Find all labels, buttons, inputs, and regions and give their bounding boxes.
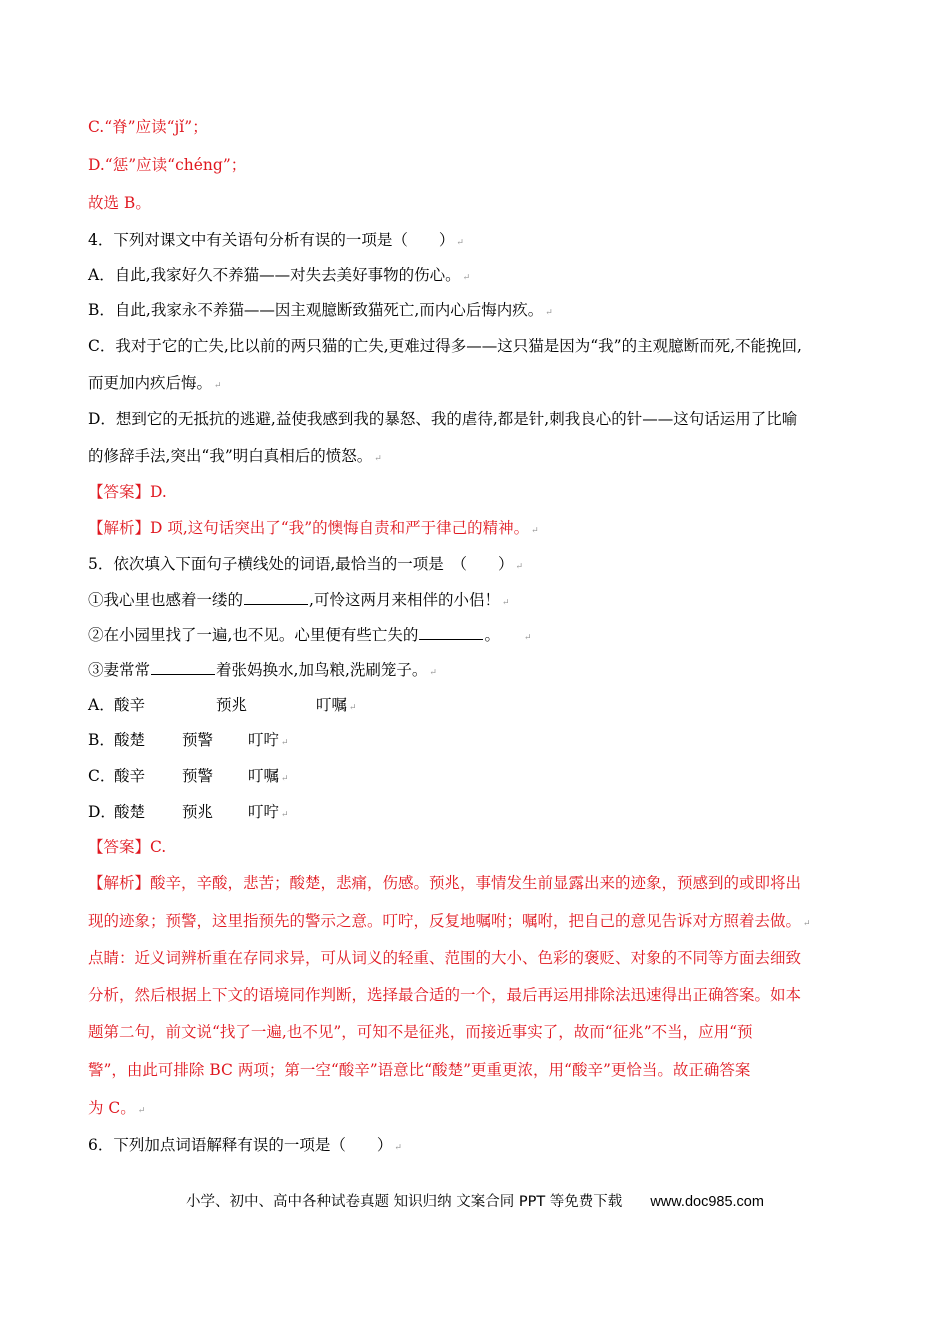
prev-option-c: C.“脊”应读“jǐ”； bbox=[88, 118, 208, 136]
q4-option-d-line2: 的修辞手法,突出“我”明白真相后的愤怒。 ↵ bbox=[88, 447, 382, 465]
q5-answer: 【答案】C. bbox=[88, 838, 167, 856]
footer-text: 小学、初中、高中各种试卷真题 知识归纳 文案合同 PPT 等免费下载 bbox=[186, 1194, 623, 1210]
q4-option-b: B．自此,我家永不养猫——因主观臆断致猫死亡,而内心后悔内疚。 ↵ bbox=[88, 301, 553, 319]
q5-analysis-line: 【解析】酸辛，辛酸，悲苦；酸楚，悲痛，伤感。预兆，事情发生前显露出来的迹象，预感到的或即将出 bbox=[88, 874, 802, 892]
q5-analysis-line: 现的迹象；预警，这里指预先的警示之意。叮咛，反复地嘱咐；嘱咐，把自己的意见告诉对方照着去做。 ↵ bbox=[88, 912, 811, 930]
page-footer bbox=[0, 1190, 950, 1211]
q4-option-c-line1: C．我对于它的亡失,比以前的两只猫的亡失,更难过得多——这只猫是因为“我”的主观臆断而死,不能挽回, bbox=[88, 337, 802, 355]
q4-option-a: A．自此,我家好久不养猫——对失去美好事物的伤心。 ↵ bbox=[88, 266, 471, 284]
q5-sentence-3: ③妻常常 着张妈换水,加鸟粮,洗刷笼子。 ↵ bbox=[88, 661, 437, 679]
q4-option-d-line1: D．想到它的无抵抗的逃避,益使我感到我的暴怒、我的虐待,都是针,刺我良心的针——这句话运用了比喻 bbox=[88, 410, 798, 428]
q5-analysis-line: 为 C。 ↵ bbox=[88, 1099, 146, 1117]
q5-analysis-line: 警”，由此可排除 BC 两项；第一空“酸辛”语意比“酸楚”更重更浓，用“酸辛”更恰当。故正确答案 bbox=[88, 1061, 751, 1079]
q5-analysis-line: 题第二句，前文说“找了一遍,也不见”，可知不是征兆，而接近事实了，故而“征兆”不当，应用“预 bbox=[88, 1023, 753, 1041]
q5-sentence-1: ①我心里也感着一缕的 ,可怜这两月来相伴的小侣！ ↵ bbox=[88, 591, 510, 609]
q4-answer: 【答案】D. bbox=[88, 483, 167, 501]
q5-analysis-line: 分析，然后根据上下文的语境同作判断，选择最合适的一个，最后再运用排除法迅速得出正确答案。如本 bbox=[88, 986, 802, 1004]
q4-stem: 4．下列对课文中有关语句分析有误的一项是（ ） ↵ bbox=[88, 231, 464, 249]
q5-option-b: B．酸楚 预警 叮咛 ↵ bbox=[88, 731, 289, 749]
fill-blank bbox=[244, 590, 308, 605]
q5-analysis-line: 点睛：近义词辨析重在存同求异，可从词义的轻重、范围的大小、色彩的褒贬、对象的不同等方面去细致 bbox=[88, 949, 802, 967]
q5-option-d: D．酸楚 预兆 叮咛 ↵ bbox=[88, 803, 289, 821]
q5-option-a: A．酸辛 预兆 叮嘱 ↵ bbox=[88, 696, 357, 714]
q6-stem: 6．下列加点词语解释有误的一项是（ ） ↵ bbox=[88, 1136, 402, 1154]
fill-blank bbox=[151, 660, 215, 675]
q4-analysis: 【解析】D 项,这句话突出了“我”的懊悔自责和严于律己的精神。 ↵ bbox=[88, 519, 539, 537]
q5-sentence-2: ②在小园里找了一遍,也不见。心里便有些亡失的 。 ↵ bbox=[88, 626, 532, 644]
fill-blank bbox=[419, 625, 483, 640]
q5-option-c: C．酸辛 预警 叮嘱 ↵ bbox=[88, 767, 289, 785]
prev-answer: 故选 B。 bbox=[88, 194, 151, 212]
footer-url[interactable]: www.doc985.com bbox=[650, 1194, 764, 1210]
q5-stem: 5．依次填入下面句子横线处的词语,最恰当的一项是 （ ） ↵ bbox=[88, 555, 524, 573]
q4-option-c-line2: 而更加内疚后悔。 ↵ bbox=[88, 374, 222, 392]
prev-option-d: D.“惩”应读“chéng”； bbox=[88, 156, 247, 174]
